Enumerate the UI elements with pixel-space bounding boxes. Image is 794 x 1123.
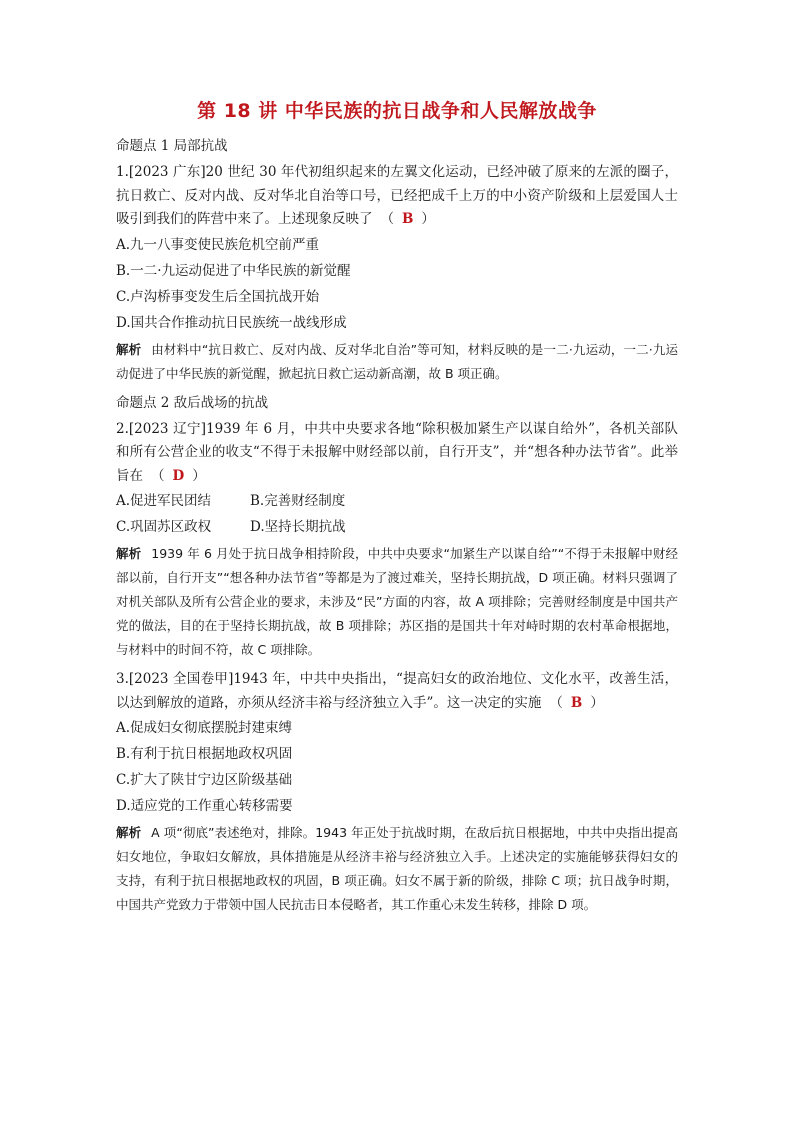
question-number: 3. <box>116 671 129 687</box>
question-2-stem <box>116 418 678 489</box>
explanation-label: 解析 <box>116 341 142 357</box>
answer-bracket: （ B ） <box>380 211 435 227</box>
question-text: 20 世纪 30 年代初组织起来的左翼文化运动，已经冲破了原来的左派的圈子，抗日救亡、反对内战、反对华北自治等口号，已经把成千上万的中小资产阶级和上层爱国人士吸引到我们的阵营中来了。上述现象反映了 <box>116 164 678 227</box>
question-number: 1. <box>116 164 129 180</box>
option-b: B.一二·九运动促进了中华民族的新觉醒 <box>116 262 351 279</box>
question-2 <box>116 418 678 663</box>
explanation <box>116 542 678 662</box>
answer-letter: B <box>570 694 583 711</box>
question-source: [2023 广东] <box>128 164 206 180</box>
question-source: [2023 全国卷甲] <box>128 671 234 687</box>
option-a: A.促进军民团结 <box>116 493 212 509</box>
explanation-label: 解析 <box>116 546 142 561</box>
option-b: B.有利于抗日根据地政权巩固 <box>116 746 293 762</box>
option-c: C.卢沟桥事变发生后全国抗战开始 <box>116 288 320 305</box>
answer-letter: B <box>402 211 414 227</box>
explanation-text: A 项“彻底”表述绝对，排除。1943 年正处于抗战时期，在敌后抗日根据地，中共中央指出提高妇女地位，争取妇女解放，具体措施是从经济丰裕与经济独立入手。上述决定的实施能够获得妇女的支持，有利于抗日根据地政权的巩固，B 项正确。妇女不属于新的阶级，排除 C 项；抗日战争时期，中国共产党致力于带领中国人民抗击日本侵略者，其工作重心未发生转移，排除 D 项。 <box>116 825 678 912</box>
explanation-text: 1939 年 6 月处于抗日战争相持阶段，中共中央要求“加紧生产以谋自给”“不得于未报解中财经部以前，自行开支”“想各种办法节省”等都是为了渡过难关，坚持长期抗战，D 项正确。材料只强调了对机关部队及所有公营企业的要求，未涉及“民”方面的内容，故 A 项排除；完善财经制度是中国共产党的做法，目的在于坚持长期抗战，故 B 项排除；苏区指的是国共十年对峙时期的农村革命根据地，与材料中的时间不符，故 C 项排除。 <box>116 546 678 657</box>
question-3 <box>116 668 678 917</box>
question-3-stem <box>116 668 678 715</box>
answer-bracket: （ B ） <box>549 694 604 711</box>
option-c: C.巩固苏区政权 <box>116 519 212 535</box>
question-number: 2. <box>116 420 129 437</box>
page-title: 第 18 讲 中华民族的抗日战争和人民解放战争 <box>197 100 597 122</box>
answer-bracket: （ D ） <box>151 467 206 484</box>
question-1-stem <box>116 161 678 232</box>
option-d: D.国共合作推动抗日民族统一战线形成 <box>116 314 347 331</box>
explanation <box>116 821 678 917</box>
option-d: D.坚持长期抗战 <box>250 519 346 535</box>
question-1 <box>116 161 678 386</box>
options-row-2 <box>116 514 678 540</box>
explanation-text: 由材料中“抗日救亡、反对内战、反对华北自治”等可知，材料反映的是一二·九运动，一二·九运动促进了中华民族的新觉醒，掀起抗日救亡运动新高潮，故 B 项正确。 <box>116 341 678 381</box>
option-b: B.完善财经制度 <box>250 493 346 509</box>
explanation-label: 解析 <box>116 825 142 840</box>
options-row-1 <box>116 488 678 514</box>
explanation <box>116 338 678 386</box>
answer-letter: D <box>172 467 185 484</box>
option-a: A.促成妇女彻底摆脱封建束缚 <box>116 720 293 736</box>
option-d: D.适应党的工作重心转移需要 <box>116 798 293 814</box>
question-text: 1939 年 6 月，中共中央要求各地“除积极加紧生产以谋自给外”，各机关部队和所有公营企业的收支“不得于未报解中财经部以前，自行开支”，并“想各种办法节省”。此举旨在 <box>116 420 678 484</box>
topic-point-2: 命题点 2 敌后战场的抗战 <box>116 394 269 411</box>
option-a: A.九一八事变使民族危机空前严重 <box>116 236 320 253</box>
topic-point-1: 命题点 1 局部抗战 <box>116 138 228 154</box>
option-c: C.扩大了陕甘宁边区阶级基础 <box>116 772 293 788</box>
question-source: [2023 辽宁] <box>128 420 207 437</box>
question-text: 1943 年，中共中央指出，“提高妇女的政治地位、文化水平，改善生活，以达到解放的道路，亦须从经济丰裕与经济独立入手”。这一决定的实施 <box>116 671 678 711</box>
